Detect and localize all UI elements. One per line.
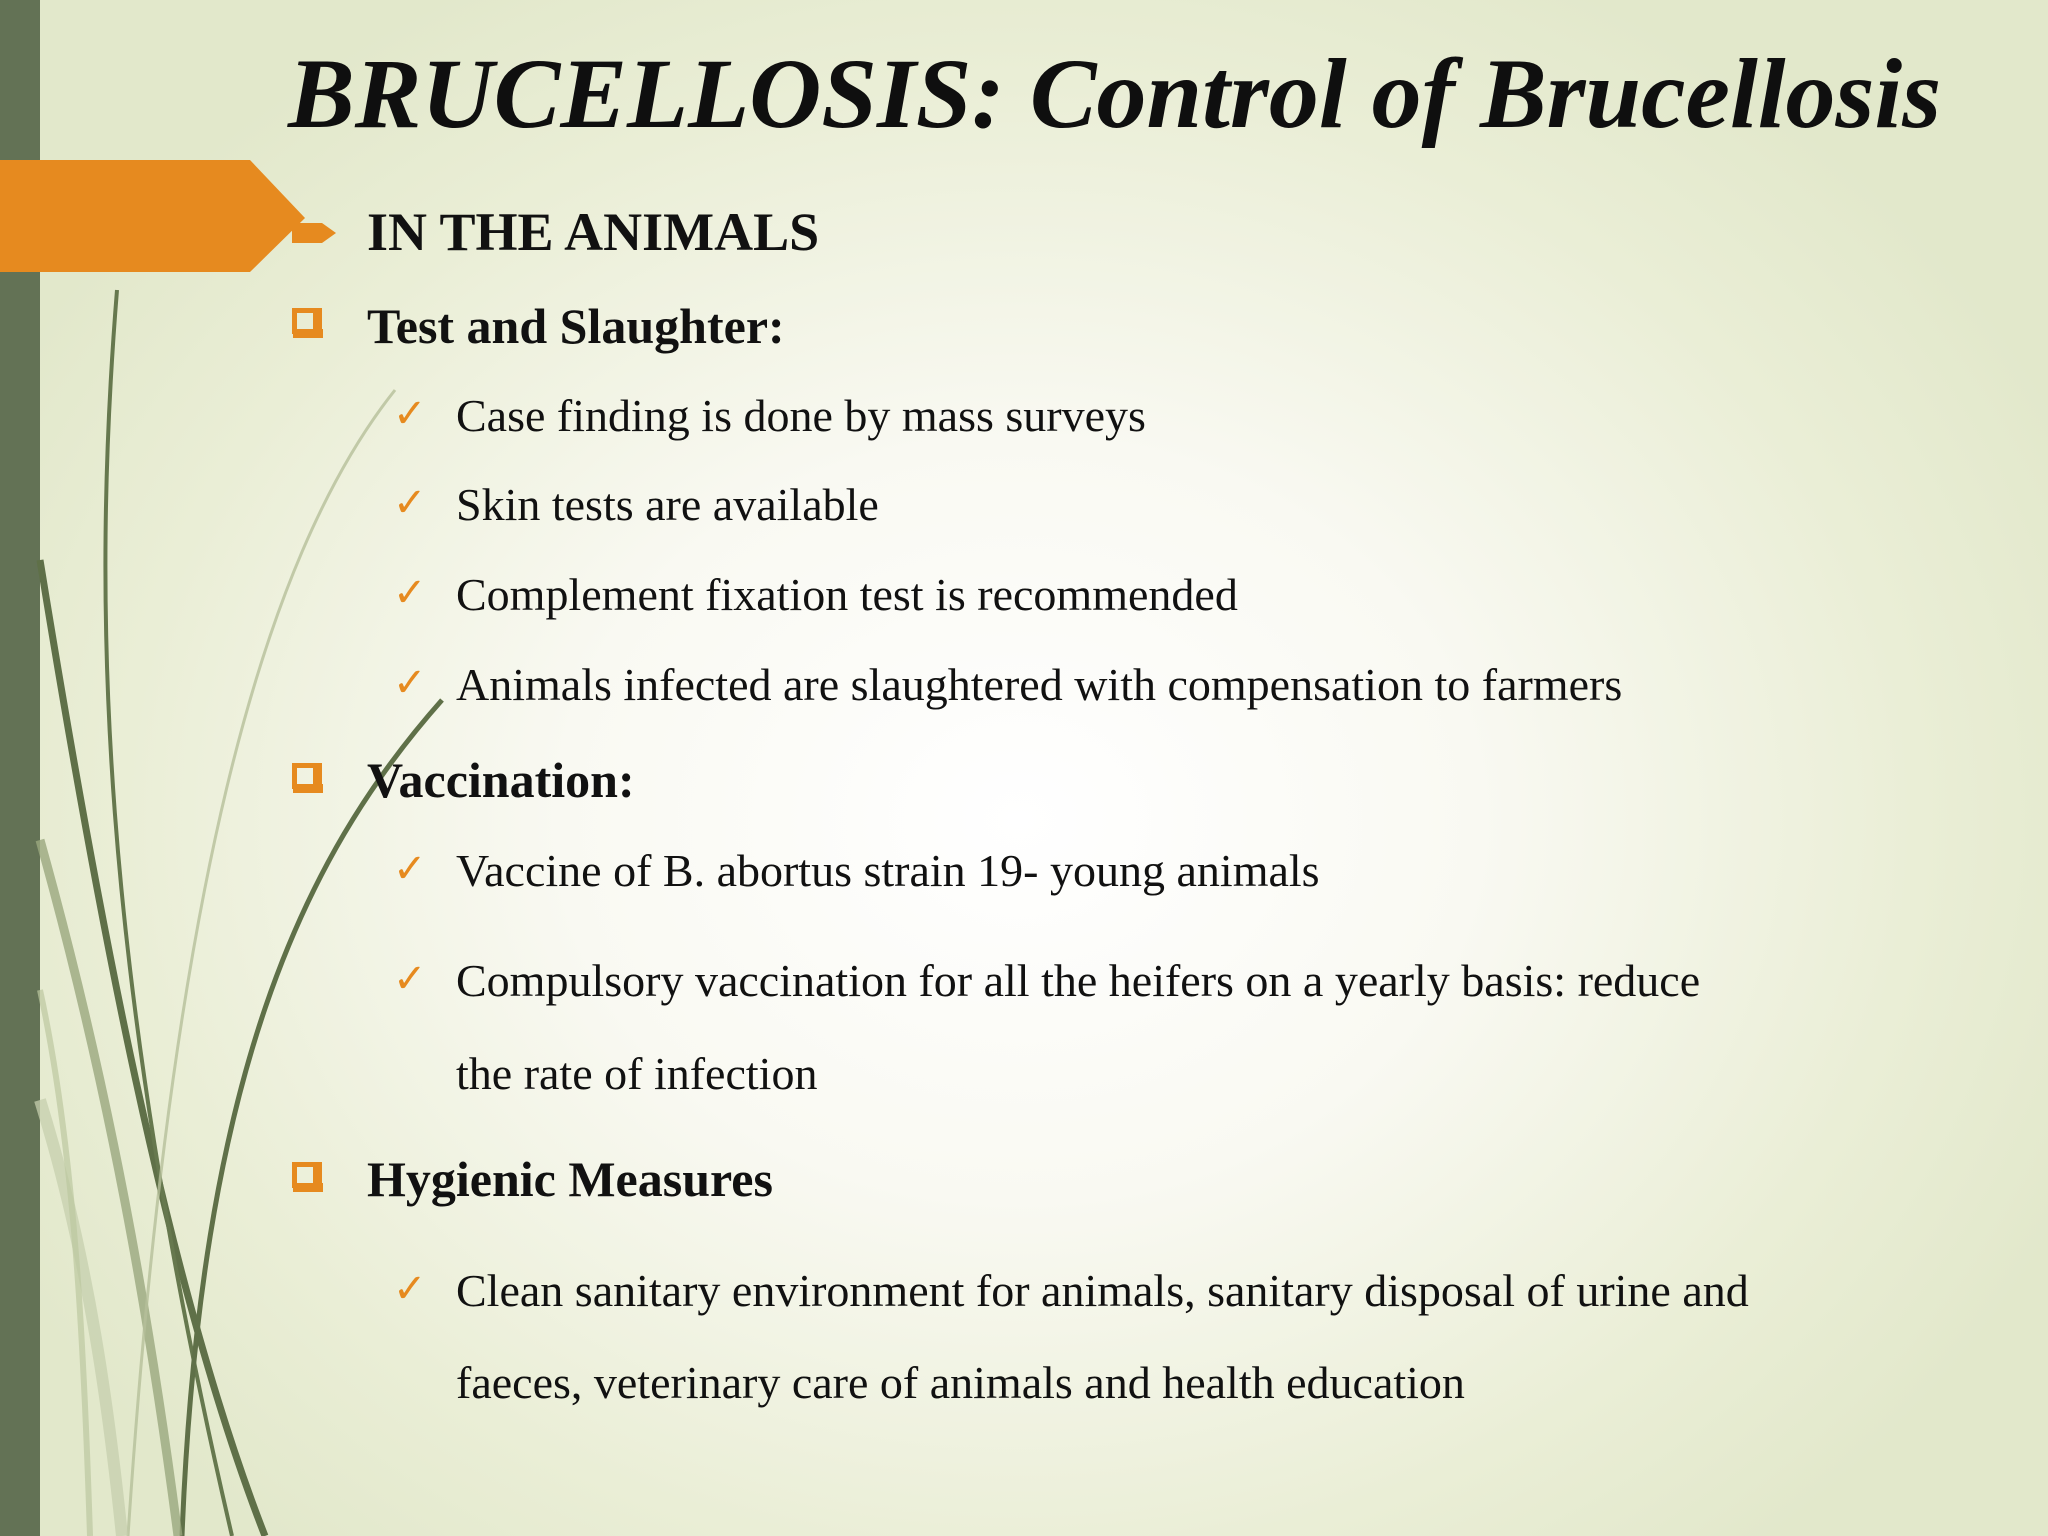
square-bullet-icon: [292, 308, 318, 334]
list-item: Skin tests are available: [456, 479, 879, 530]
decorative-grass-stroke: [40, 1100, 122, 1536]
checkmark-icon: ✓: [393, 956, 427, 1002]
checkmark-icon: ✓: [393, 1266, 427, 1312]
decorative-grass-stroke: [182, 700, 442, 1536]
checkmark-icon: ✓: [393, 480, 427, 526]
checkmark-icon: ✓: [393, 570, 427, 616]
decorative-grass-stroke: [105, 290, 232, 1536]
checkmark-icon: ✓: [393, 846, 427, 892]
list-item: Case finding is done by mass surveys: [456, 390, 1146, 441]
decorative-grass-stroke: [40, 560, 265, 1536]
list-item: Vaccine of B. abortus strain 19- young animals: [456, 845, 1320, 896]
square-bullet-icon: [292, 763, 318, 789]
group-heading-vaccination: Vaccination:: [367, 752, 635, 808]
square-bullet-icon: [292, 1162, 318, 1188]
section-heading: IN THE ANIMALS: [367, 202, 820, 262]
checkmark-icon: ✓: [393, 660, 427, 706]
decorative-grass-stroke: [40, 990, 90, 1536]
list-item: Animals infected are slaughtered with compensation to farmers: [456, 659, 1623, 710]
group-heading-test-and-slaughter: Test and Slaughter:: [367, 298, 785, 354]
left-sidebar-bar: [0, 0, 40, 1536]
checkmark-icon: ✓: [393, 391, 427, 437]
list-item-continuation: the rate of infection: [456, 1048, 818, 1099]
list-item: Clean sanitary environment for animals, sanitary disposal of urine and: [456, 1265, 1749, 1316]
decorative-grass-stroke: [128, 390, 395, 1536]
list-item-continuation: faeces, veterinary care of animals and health education: [456, 1357, 1465, 1408]
group-heading-hygienic-measures: Hygienic Measures: [367, 1151, 773, 1207]
slide-title: BRUCELLOSIS: Control of Brucellosis: [288, 38, 1942, 149]
orange-banner: [0, 160, 305, 272]
list-item: Compulsory vaccination for all the heifers on a yearly basis: reduce: [456, 955, 1701, 1006]
decorative-grass-stroke: [40, 840, 178, 1536]
arrow-bullet-icon: [292, 223, 336, 243]
list-item: Complement fixation test is recommended: [456, 569, 1238, 620]
